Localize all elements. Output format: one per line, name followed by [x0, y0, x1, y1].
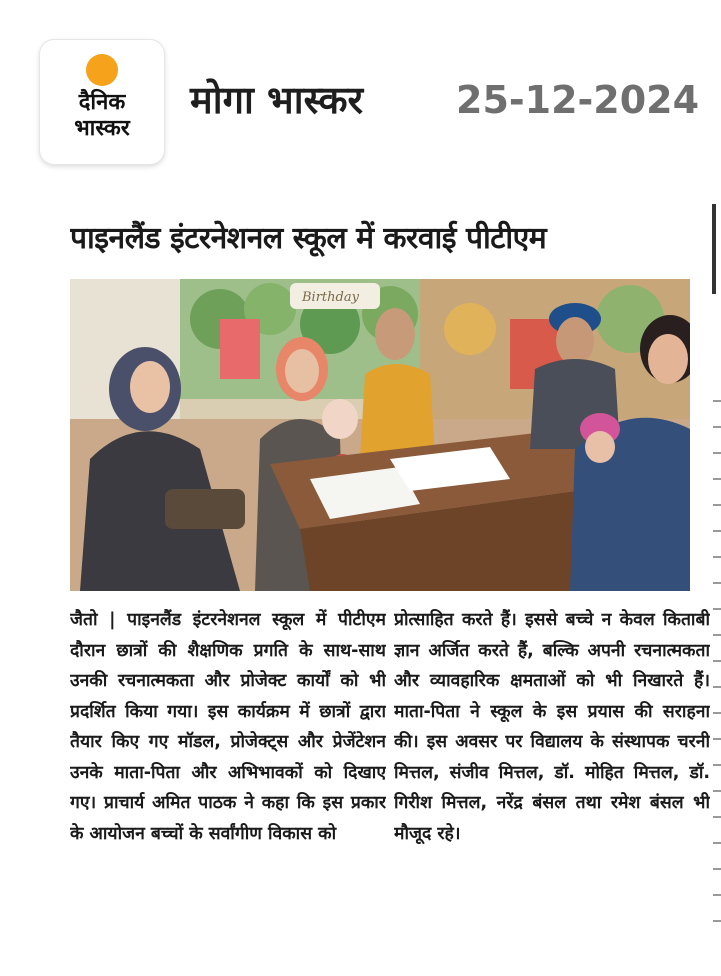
article-headline: पाइनलैंड इंटरनेशनल स्कूल में करवाई पीटीएम — [70, 221, 547, 256]
photo-wall-sign: Birthday — [302, 290, 359, 305]
article-column-2 — [394, 605, 710, 965]
article-photo — [70, 279, 690, 591]
logo-sun-icon — [86, 54, 118, 86]
article-column-2-text: प्रोत्साहित करते हैं। इससे बच्चे न केवल किताबी ज्ञान अर्जित करते हैं, बल्कि अपनी रचनात्मकता और व्यावहारिक क्षमताओं को भी निखारते हैं। माता-पिता ने स्कूल के इस प्रयास की सराहना की। इस अवसर पर विद्यालय के संस्थापक चरनी मित्तल, संजीव मित्तल, डॉ. मोहित मित्तल, डॉ. गिरीश मित्तल, नरेंद्र बंसल तथा रमेश बंसल भी मौजूद रहे। — [394, 610, 710, 844]
article-column-1 — [70, 605, 386, 965]
edition-title: मोगा भास्कर — [190, 78, 364, 122]
article-dateline: जैतो | — [70, 610, 116, 630]
edition-date: 25-12-2024 — [456, 78, 700, 122]
logo-text-line2: भास्कर — [74, 116, 130, 141]
article-column-1-text: पाइनलैंड इंटरनेशनल स्कूल में पीटीएम दौरान छात्रों की शैक्षणिक प्रगति के साथ-साथ उनकी रचनात्मकता और प्रोजेक्ट कार्यों को भी प्रदर्शित किया गया। इस कार्यक्रम में छात्रों द्वारा तैयार किए गए मॉडल, प्रोजेक्ट्स और प्रेजेंटेशन उनके माता-पिता और अभिभावकों को दिखाए गए। प्राचार्य अमित पाठक ने कहा कि इस प्रकार के आयोजन बच्चों के सर्वांगीण विकास को — [70, 610, 386, 844]
logo-text-line1: दैनिक — [78, 90, 126, 115]
column-rule — [712, 204, 716, 294]
page-edge-marks — [713, 400, 721, 940]
dainik-bhaskar-logo — [40, 40, 164, 164]
